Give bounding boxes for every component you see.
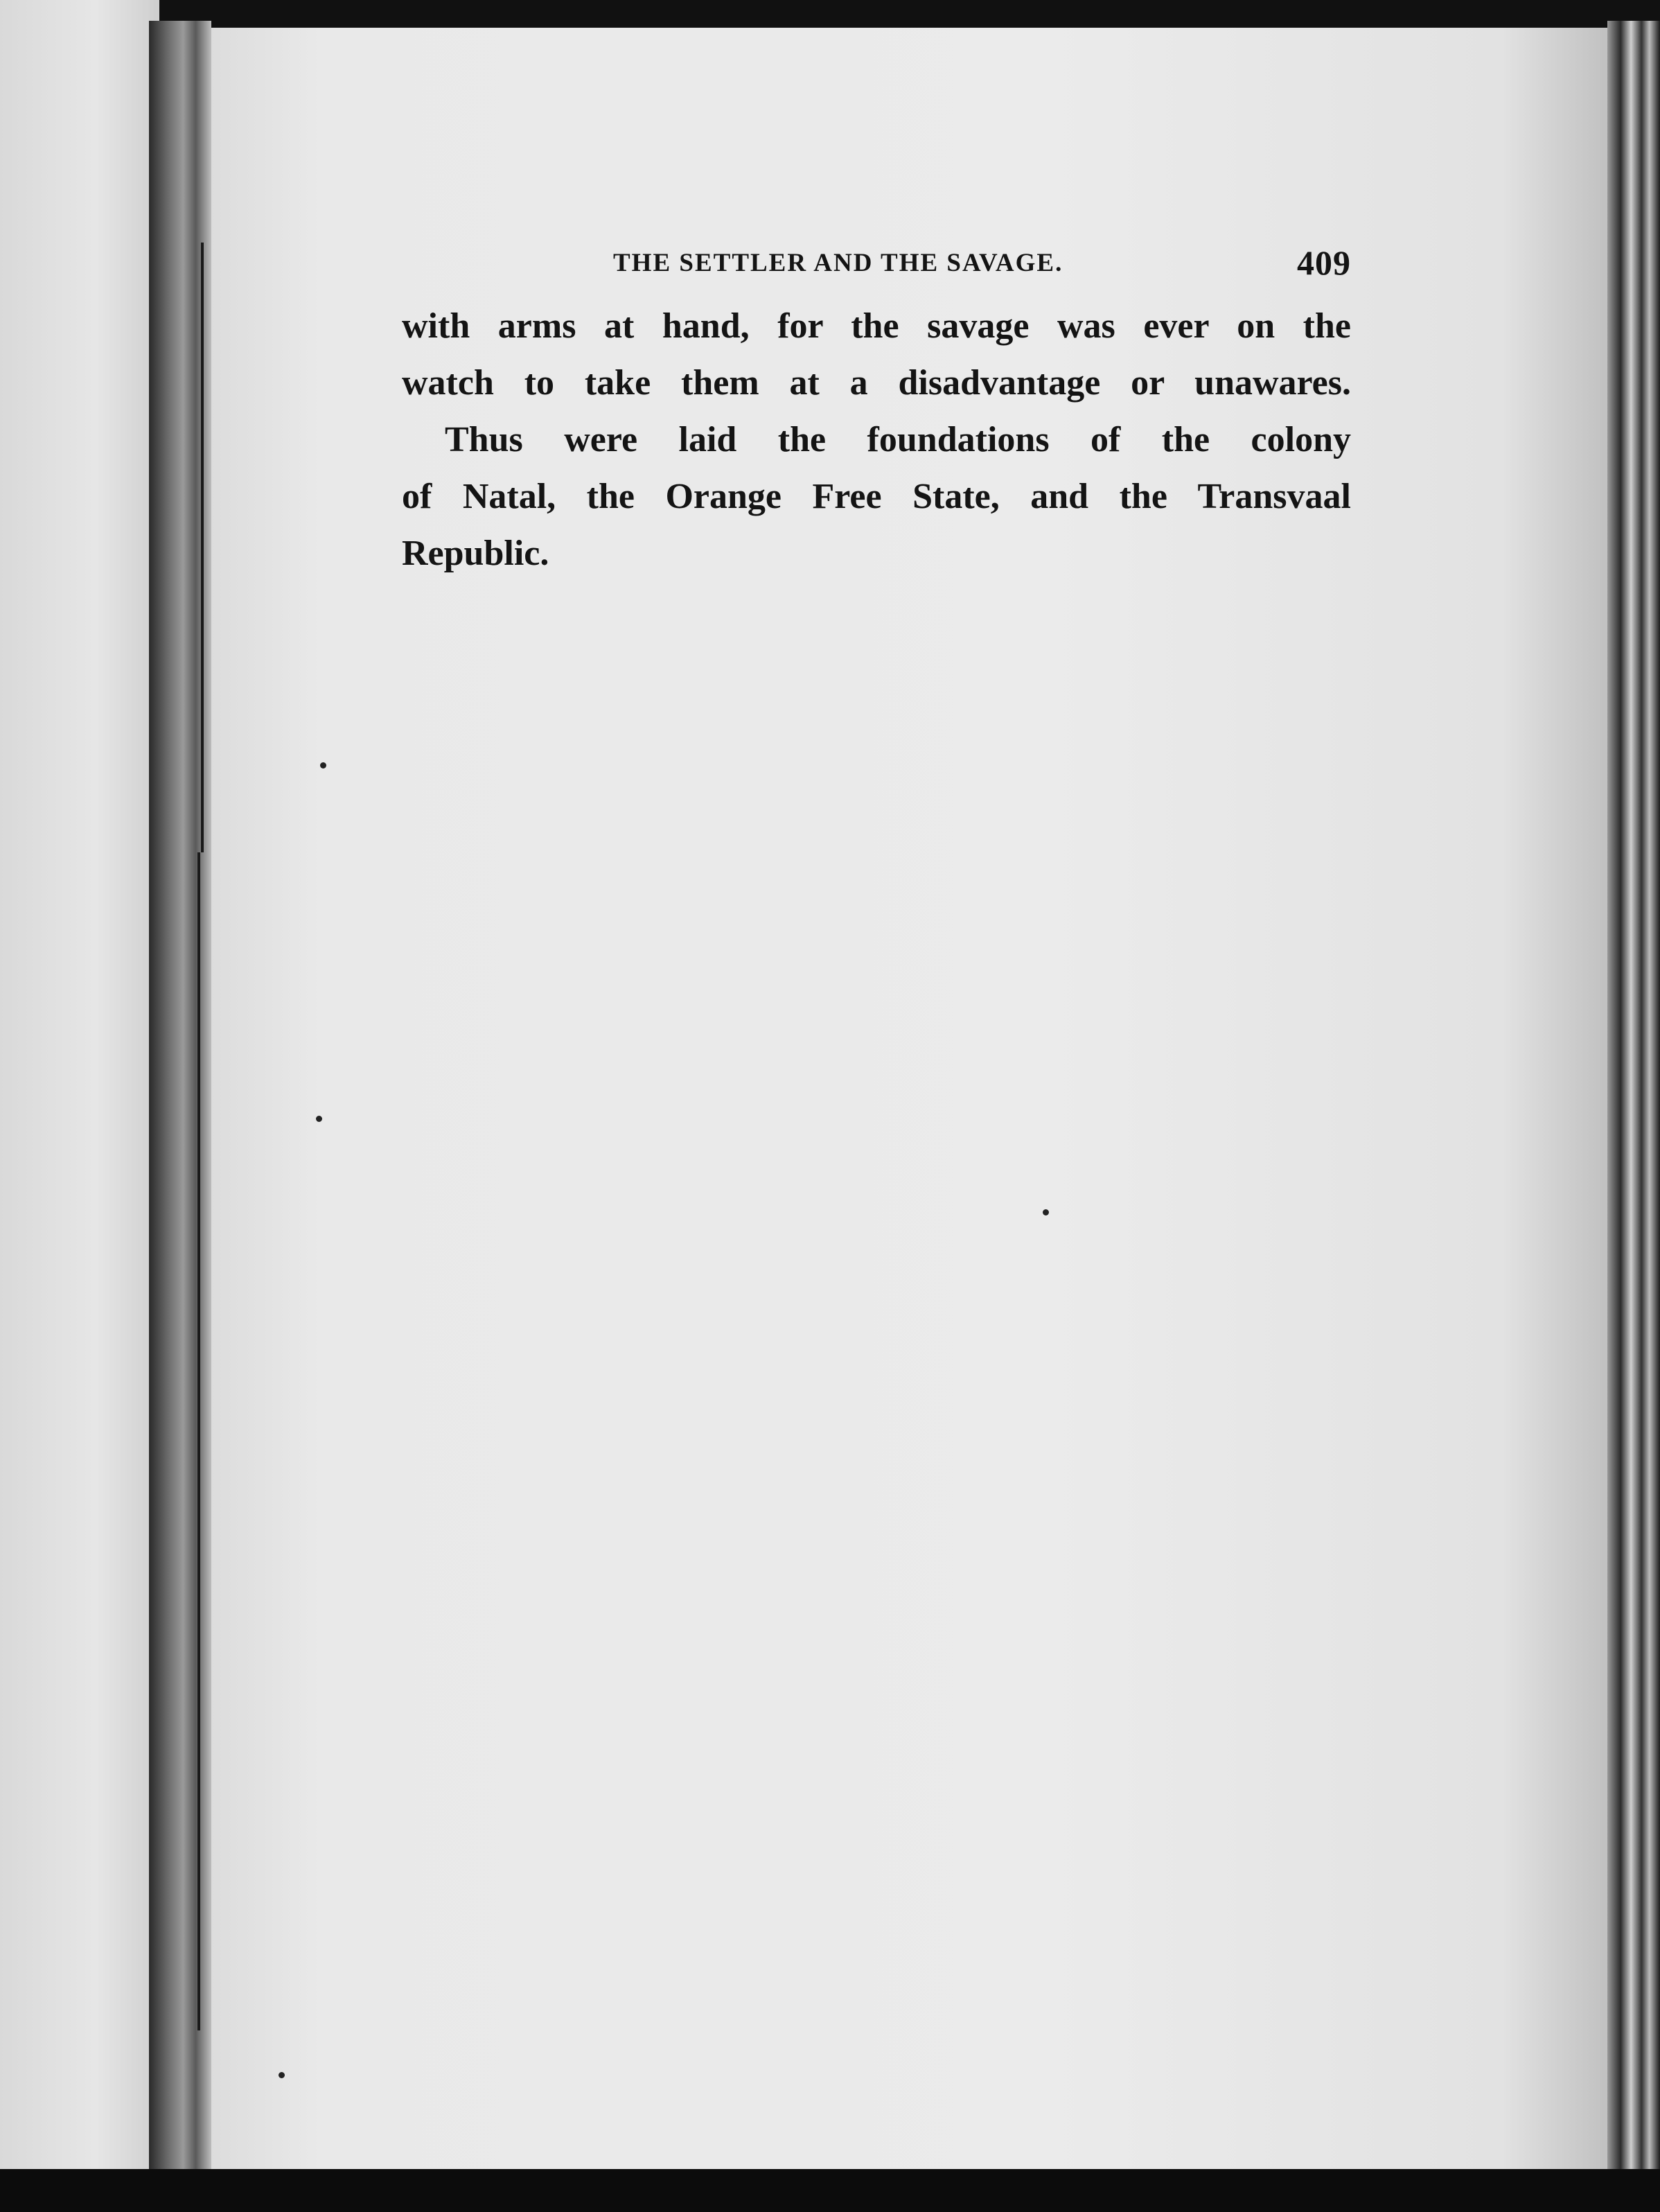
text-line: watch to take them at a disadvantage or unawares.: [402, 363, 1351, 403]
text-line: of Natal, the Orange Free State, and the Transvaal: [402, 477, 1351, 516]
text-line: Thus were laid the foundations of the colony: [445, 420, 1351, 459]
page-number: 409: [1297, 243, 1351, 282]
paper-speck: [316, 1116, 322, 1122]
scan-border: [0, 2169, 1660, 2212]
binding-gutter: [149, 21, 211, 2169]
text-line: Republic.: [402, 534, 549, 573]
text-line: with arms at hand, for the savage was ever on the: [402, 306, 1351, 346]
facing-page-edge: [0, 0, 159, 2183]
book-block-edge: [1607, 21, 1660, 2197]
page-text: [402, 243, 1351, 582]
running-head: [402, 243, 1351, 298]
gutter-fold-line: [197, 852, 200, 2030]
gutter-fold-line: [201, 243, 204, 852]
paper-speck: [279, 2072, 285, 2078]
paper-speck: [320, 762, 326, 769]
paper-speck: [1043, 1209, 1049, 1215]
running-head-title: THE SETTLER AND THE SAVAGE.: [613, 249, 1063, 277]
